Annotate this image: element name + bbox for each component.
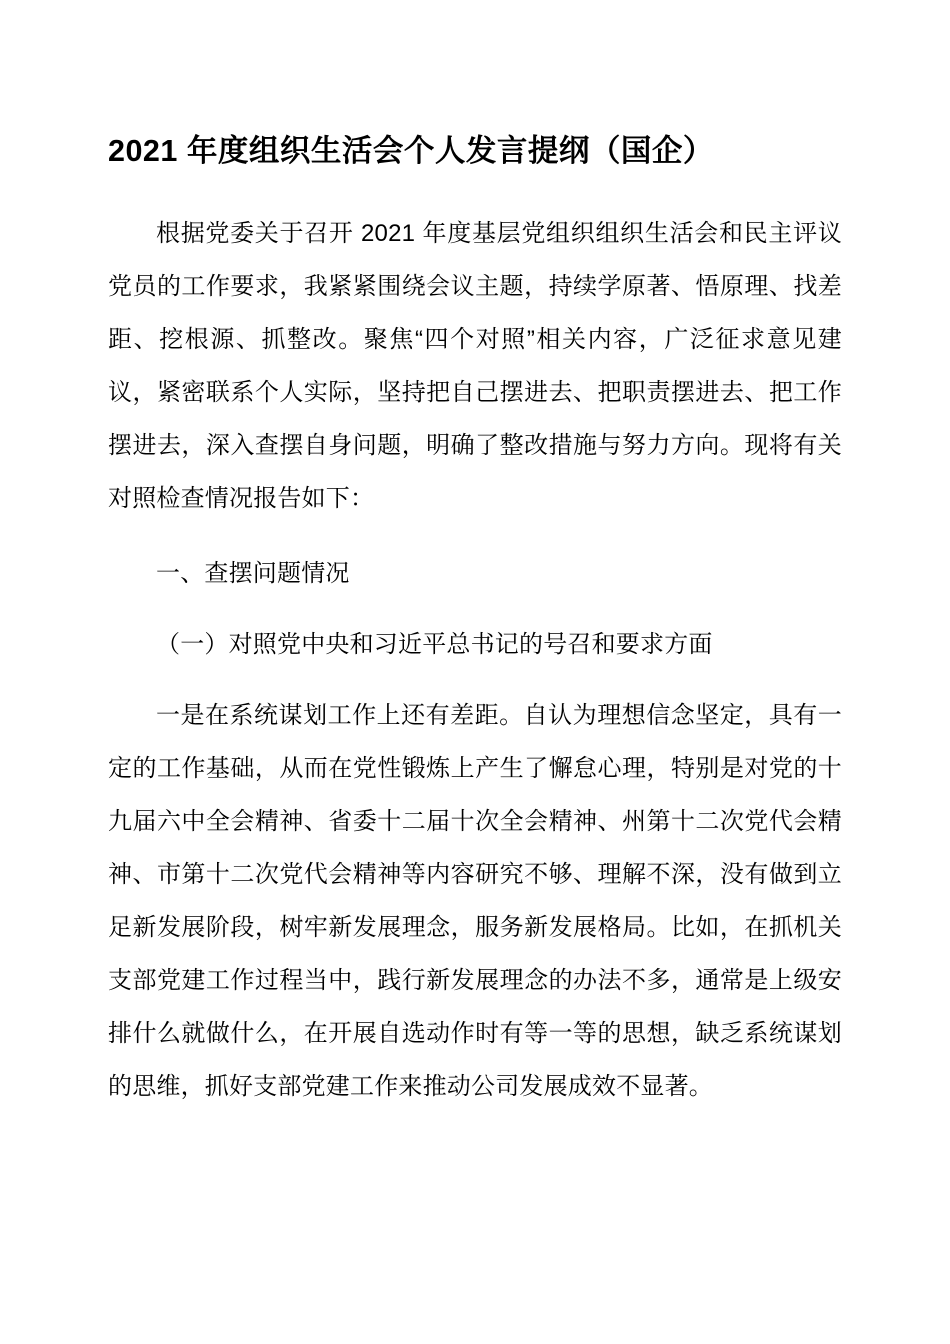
- section-heading-1: 一、查摆问题情况: [156, 559, 350, 587]
- paragraph-intro: 根据党委关于召开 2021 年度基层党组织组织生活会和民主评议党员的工作要求，我紧紧围绕会议主题，持续学原著、悟原理、找差距、挖根源、抓整改。聚焦“四个对照”相关内容，广泛征求意见建议，紧密联系个人实际，坚持把自己摆进去、把职责摆进去、把工作摆进去，深入查摆自身问题，明确了整改措施与努力方向。现将有关对照检查情况报告如下：: [108, 219, 842, 512]
- subsection-heading-1-1: （一）对照党中央和习近平总书记的号召和要求方面: [156, 630, 713, 658]
- paragraph-section-1-1-item-1: 一是在系统谋划工作上还有差距。自认为理想信念坚定，具有一定的工作基础，从而在党性锻炼上产生了懈怠心理，特别是对党的十九届六中全会精神、省委十二届十次全会精神、州第十二次党代会精神、市第十二次党代会精神等内容研究不够、理解不深，没有做到立足新发展阶段，树牢新发展理念，服务新发展格局。比如，在抓机关支部党建工作过程当中，践行新发展理念的办法不多，通常是上级安排什么就做什么，在开展自选动作时有等一等的思想，缺乏系统谋划的思维，抓好支部党建工作来推动公司发展成效不显著。: [108, 701, 842, 1100]
- page-title: 2021 年度组织生活会个人发言提纲（国企）: [108, 134, 714, 168]
